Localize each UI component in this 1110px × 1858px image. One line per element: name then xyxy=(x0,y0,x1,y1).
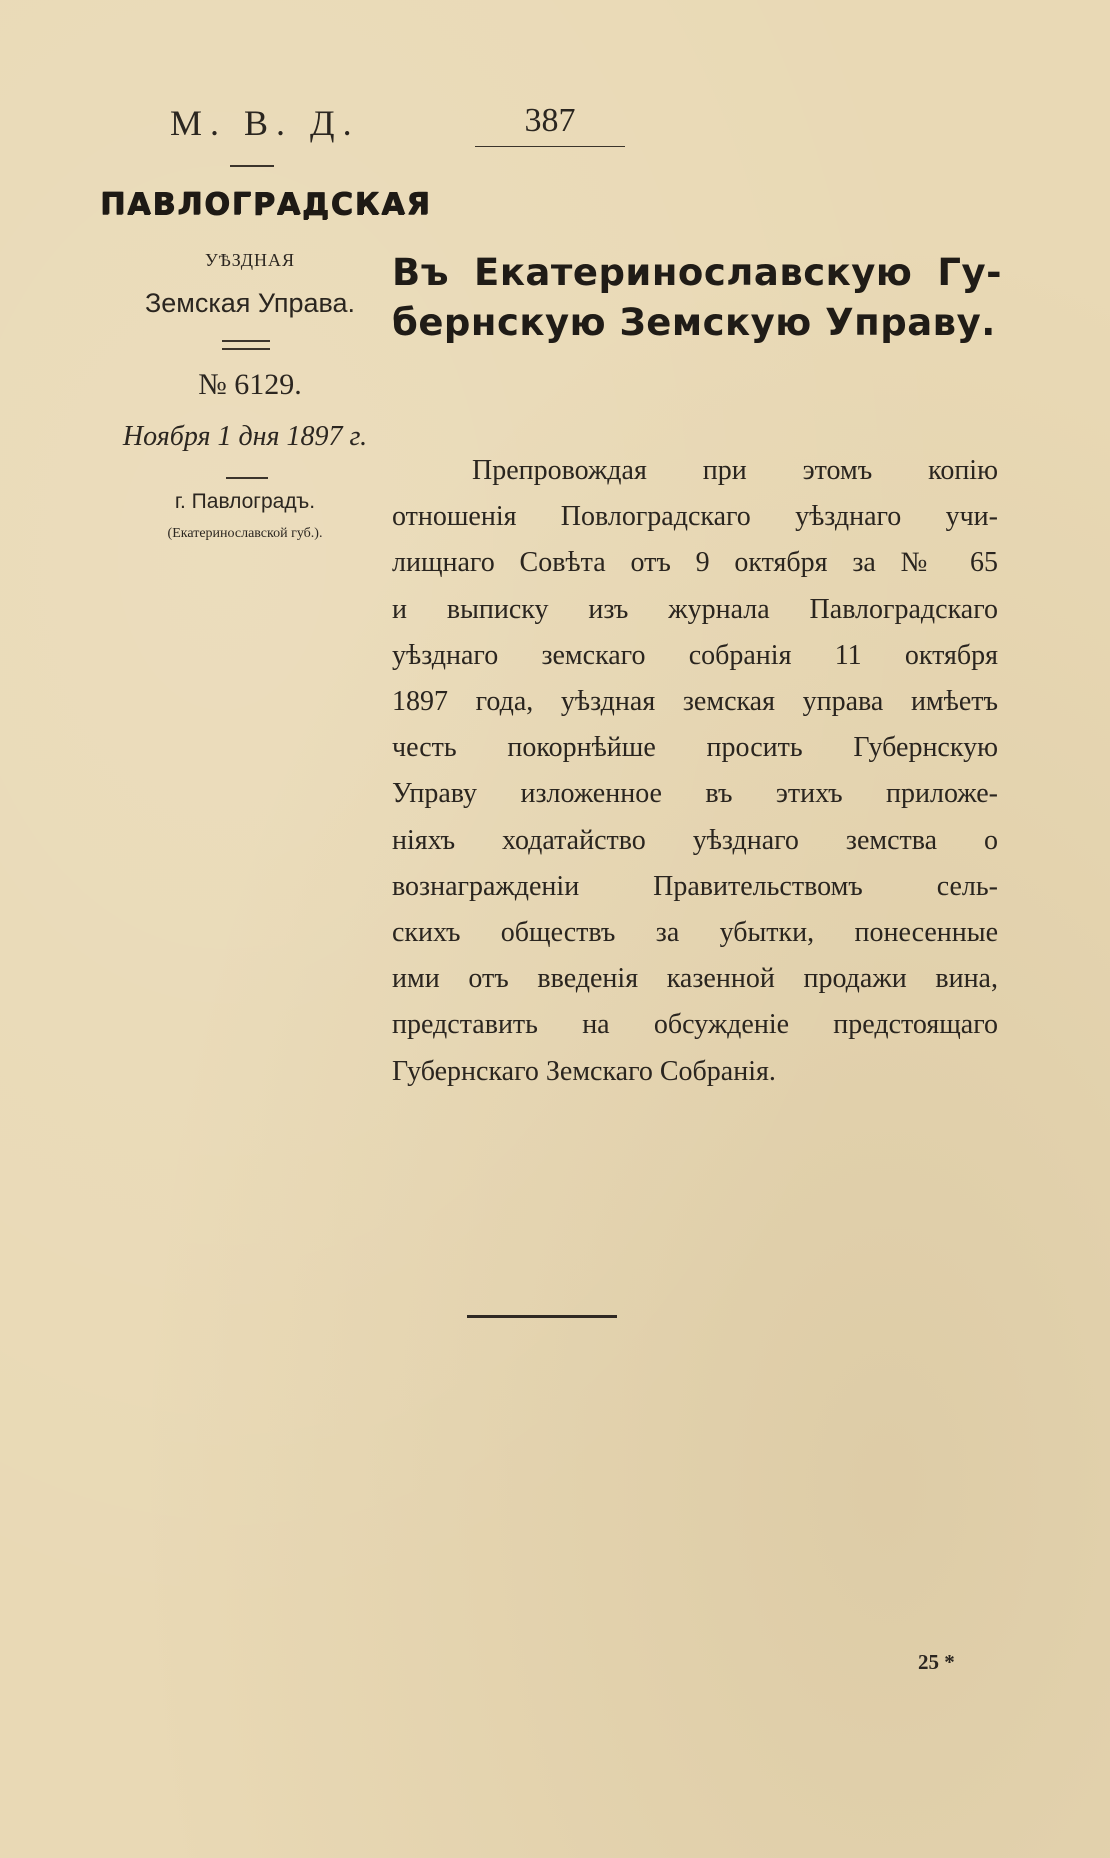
body-line: Губернскаго Земскаго Собранія. xyxy=(392,1055,776,1087)
double-rule xyxy=(222,340,270,350)
signature-mark: 25 * xyxy=(918,1650,955,1674)
body-line: отношенія Повлоградскаго уѣзднаго учи- xyxy=(392,501,998,533)
town: г. Павлоградъ. xyxy=(174,490,316,513)
page-number-rule xyxy=(475,146,625,147)
body-line: ніяхъ ходатайство уѣзднаго земства о xyxy=(392,824,998,856)
ministry-abbreviation: М. В. Д. xyxy=(170,103,360,143)
addressee-word: Екатеринославскую xyxy=(474,251,913,294)
body-line: 1897 года, уѣздная земская управа имѣетъ xyxy=(392,686,998,718)
uezd-subtitle: УѢЗДНАЯ xyxy=(204,250,296,270)
document-number: № 6129. xyxy=(198,368,302,401)
body-line: представить на обсужденіе предстоящаго xyxy=(392,1009,998,1041)
letter-body xyxy=(392,448,998,1095)
uprava-title: Земская Управа. xyxy=(144,288,356,318)
end-rule xyxy=(467,1315,617,1318)
body-line: честь покорнѣйше просить Губернскую xyxy=(392,732,998,764)
body-line: лищнаго Совѣта отъ 9 октября за № 65 xyxy=(392,547,998,579)
addressee-word: Въ xyxy=(392,251,450,294)
document-date: Ноября 1 дня 1897 г. xyxy=(122,421,368,452)
uezd-name: ПАВЛОГРАДСКАЯ xyxy=(100,187,432,222)
body-line: и выписку изъ журнала Павлоградскаго xyxy=(392,593,998,625)
body-line: Управу изложенное въ этихъ приложе- xyxy=(392,778,998,810)
body-line: уѣзднаго земскаго собранія 11 октября xyxy=(392,639,998,671)
province: (Екатеринославской губ.). xyxy=(167,526,323,541)
ministry-rule xyxy=(230,165,274,167)
body-line: Препровождая при этомъ копію xyxy=(472,455,998,486)
addressee-line-1 xyxy=(392,248,1002,298)
body-line: вознагражденіи Правительствомъ сель- xyxy=(392,870,998,902)
addressee xyxy=(392,248,1002,348)
addressee-line-2: бернскую Земскую Управу. xyxy=(392,301,996,344)
addressee-word: Гу- xyxy=(937,251,1002,294)
page-number: 387 xyxy=(524,102,576,139)
date-rule xyxy=(226,477,268,479)
body-line: ими отъ введенія казенной продажи вина, xyxy=(392,963,998,995)
body-line: скихъ обществъ за убытки, понесенные xyxy=(392,917,998,949)
